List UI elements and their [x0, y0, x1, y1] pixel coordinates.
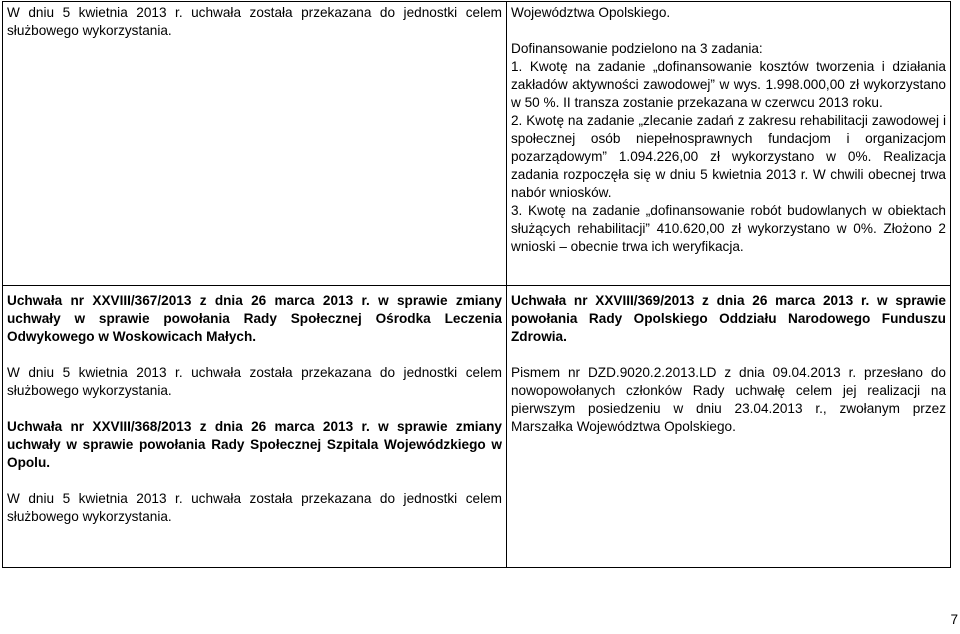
resolution-368-title: Uchwała nr XXVIII/368/2013 z dnia 26 marca 2013 r. w sprawie zmiany uchwały w sprawie powołania Rady Społecznej Szpitala Wojewódzkiego w Opolu.	[7, 419, 502, 470]
funding-task-3: 3. Kwotę na zadanie „dofinansowanie robót budowlanych w obiektach służących rehabilitacji” 410.620,00 zł wykorzystano w 0%. Złożono 2 wnioski – obecnie trwa ich weryfikacja.	[511, 203, 946, 254]
resolution-368-note: W dniu 5 kwietnia 2013 r. uchwała została przekazana do jednostki celem służbowego wykorzystania.	[7, 491, 502, 524]
cell-left-bottom	[3, 286, 507, 567]
cell-right-top	[507, 2, 950, 286]
resolution-367-note: W dniu 5 kwietnia 2013 r. uchwała została przekazana do jednostki celem służbowego wykorzystania.	[7, 365, 502, 398]
funding-task-1: 1. Kwotę na zadanie „dofinansowanie kosztów tworzenia i działania zakładów aktywności zawodowej” w wys. 1.998.000,00 zł wykorzystano w 50 %. II transza zostanie przekazana w czerwcu 2013 roku.	[511, 59, 946, 110]
document-table	[2, 1, 951, 568]
resolution-369-note: Pismem nr DZD.9020.2.2013.LD z dnia 09.04.2013 r. przesłano do nowopowołanych członków Rady uchwałę celem jej realizacji na pierwszym posiedzeniu w dniu 23.04.2013 r., zwołanym przez Marszałka Województwa Opolskiego.	[511, 365, 946, 434]
cell-left-top	[3, 2, 507, 286]
resolution-369-title: Uchwała nr XXVIII/369/2013 z dnia 26 marca 2013 r. w sprawie powołania Rady Opolskiego Oddziału Narodowego Funduszu Zdrowia.	[511, 293, 946, 344]
resolution-367-title: Uchwała nr XXVIII/367/2013 z dnia 26 marca 2013 r. w sprawie zmiany uchwały w sprawie powołania Rady Społecznej Ośrodka Leczenia Odwykowego w Woskowicach Małych.	[7, 293, 502, 344]
transfer-note-top: W dniu 5 kwietnia 2013 r. uchwała została przekazana do jednostki celem służbowego wykorzystania.	[7, 5, 502, 38]
funding-task-2: 2. Kwotę na zadanie „zlecanie zadań z zakresu rehabilitacji zawodowej i społecznej osób niepełnosprawnych fundacjom i organizacjom pozarządowym” 1.094.226,00 zł wykorzystano w 0%. Realizacja zadania rozpoczęła się w dniu 5 kwietnia 2013 r. W chwili obecnej trwa nabór wniosków.	[511, 113, 946, 200]
funding-intro: Dofinansowanie podzielono na 3 zadania:	[511, 41, 763, 56]
page-number: 7	[950, 612, 958, 627]
cell-right-bottom	[507, 286, 950, 567]
continuation-line: Województwa Opolskiego.	[511, 5, 671, 20]
